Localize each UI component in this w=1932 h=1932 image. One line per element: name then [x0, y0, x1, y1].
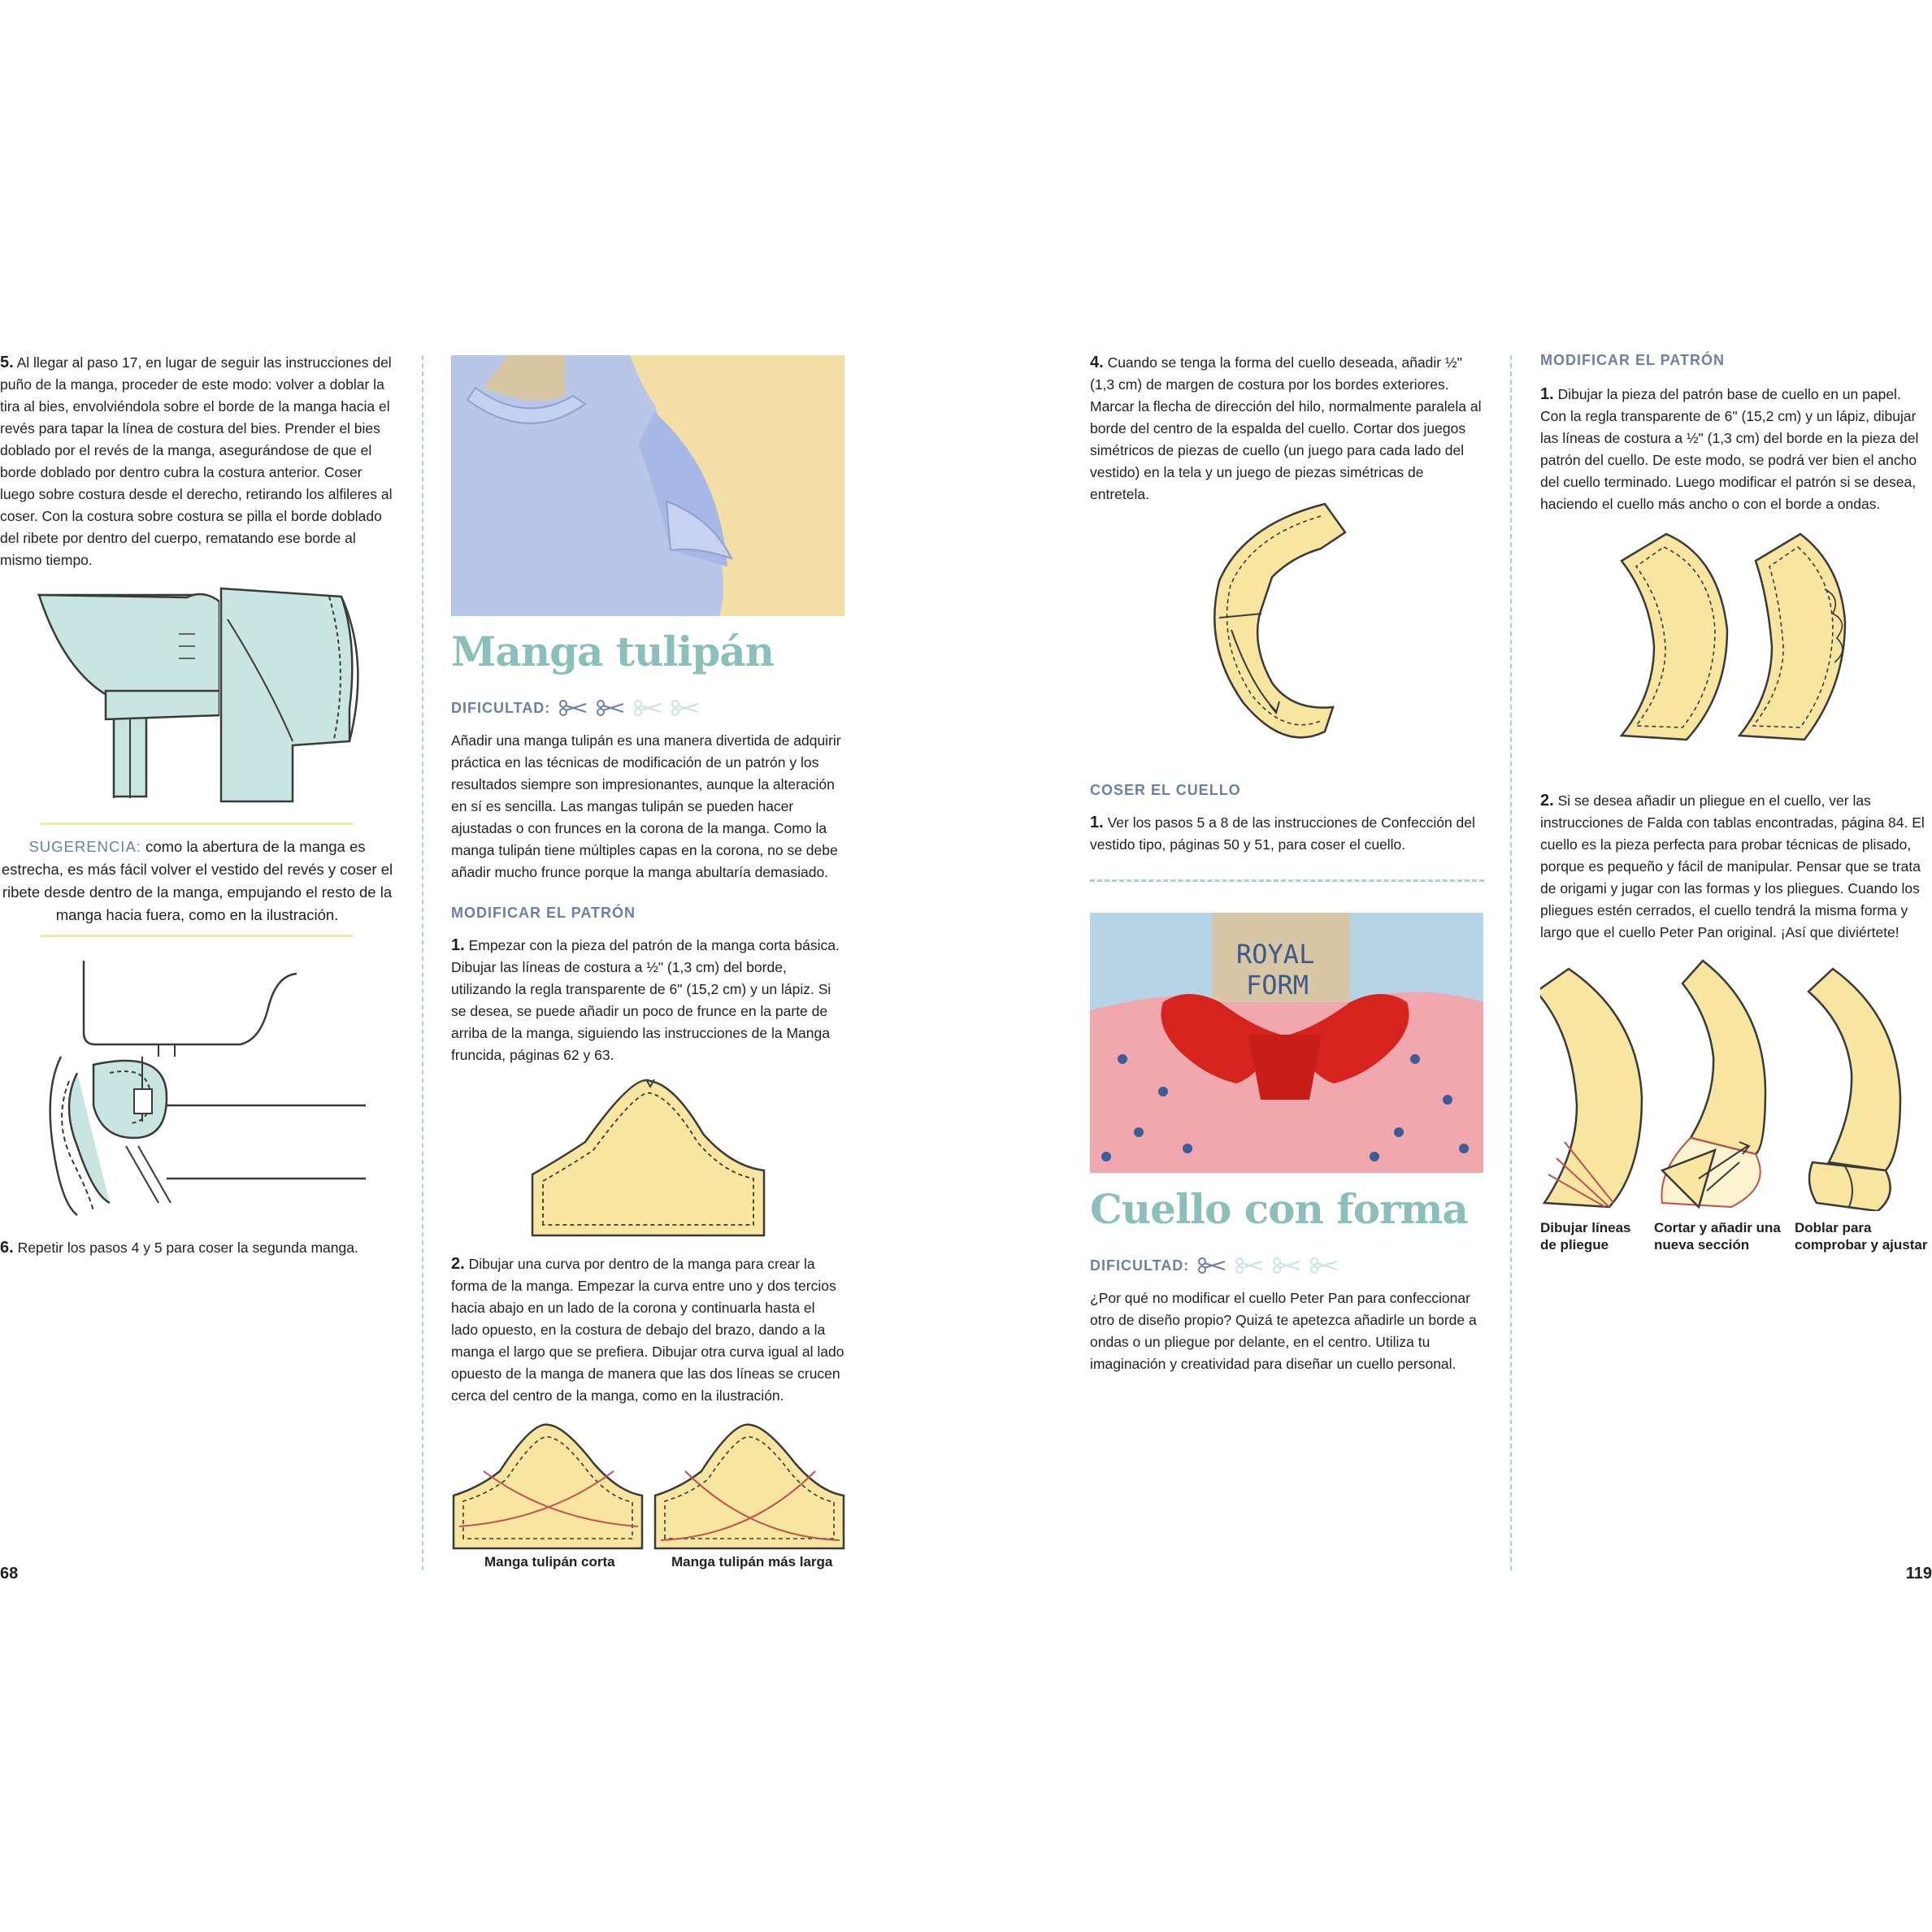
coser-cuello-subhead	[1090, 782, 1241, 799]
subhead-coser-cuello: COSER EL CUELLO	[1090, 782, 1241, 798]
manga-intro-text: Añadir una manga tulipán es una manera divertida de adquirir práctica en las técnicas de modificación de un patrón y los resultados siempre son impresionantes, aunque la alteración en sí es sencilla. Las mangas tulipán se pueden hacer ajustadas o con frunces en la corona de la manga. Como la manga tulipán tiene múltiples capas en la corona, no se debe añadir mucho frunce porque la manga abultaría demasiado.	[451, 732, 841, 880]
caption-tulip-long: Manga tulipán más larga	[671, 1554, 833, 1569]
sleeve-pattern-illustration	[528, 1077, 772, 1240]
section-title-cuello: Cuello con forma	[1090, 1185, 1468, 1233]
caption-pleat-lines: Dibujar líneas de pliegue	[1540, 1220, 1631, 1253]
collar-pattern-svg	[1211, 500, 1357, 752]
sewing-machine-svg	[45, 959, 370, 1219]
pleat-fold-svg	[1796, 967, 1918, 1211]
pleat-cut-illustration	[1658, 959, 1772, 1211]
subhead-modificar-patron-2: MODIFICAR EL PATRÓN	[1540, 352, 1725, 368]
coser-step-1-text: Ver los pasos 5 a 8 de las instrucciones de Confección del vestido tipo, páginas 50 y 51, para coser el cuello.	[1090, 814, 1475, 853]
coser-step-1-number: 1.	[1090, 814, 1104, 831]
col4-step-1-text: Dibujar la pieza del patrón base de cuello en un papel. Con la regla transparente de 6" (15,2 cm) y un lápiz, dibujar las líneas de costura a ½" (1,3 cm) del borde en la pieza del patrón del cuello. De este modo, se podrá ver bien el ancho del cuello terminado. Luego modificar el patrón si se desea, haciendo el cuello más ancho o con el borde a ondas.	[1540, 386, 1919, 512]
sleeve-right-svg	[219, 587, 374, 803]
collar-pattern-illustration	[1211, 500, 1357, 752]
manga-step-1-text: Empezar con la pieza del patrón de la manga corta básica. Dibujar las líneas de costura a ½" (1,3 cm) del borde, utilizando la regla transparente de 6" (15,2 cm) y un lápiz. Si se desea, se puede añadir un poco de frunce en la parte de arriba de la manga, siguiendo las instrucciones de la Manga fruncida, páginas 62 y 63.	[451, 937, 840, 1063]
difficulty-rating-cuello	[1090, 1257, 1339, 1274]
tip-bottom-rule	[41, 935, 354, 937]
collar-widths-illustration	[1597, 532, 1857, 744]
section-title: Manga tulipán	[451, 627, 775, 675]
difficulty-label-cuello: DIFICULTAD:	[1090, 1257, 1190, 1274]
manga-step-1	[451, 935, 845, 1066]
scissors-icon-faded	[1309, 1257, 1339, 1274]
left-page-number: 68	[0, 1565, 19, 1583]
tip-top-rule	[41, 823, 354, 825]
tulip-short-svg	[451, 1422, 646, 1552]
scissors-icon-faded	[1235, 1257, 1264, 1274]
cuello-intro	[1090, 1287, 1484, 1375]
manga-step-2-text: Dibujar una curva por dentro de la manga para crear la forma de la manga. Empezar la curva entre uno y dos tercios hacia abajo en un lado de la corona y continuarla hasta el lado opuesto, en la costura de debajo del brazo, dando a la manga el largo que se prefiera. Dibujar otra curva igual al lado opuesto de la manga de manera que las dos líneas se crucen cerca del centro de la manga, como en la ilustración.	[451, 1256, 844, 1404]
horizontal-divider	[1090, 879, 1484, 882]
col4-step-1	[1540, 384, 1922, 515]
tulip-sleeve-short-illustration	[451, 1422, 646, 1552]
collar-step-4-text: Cuando se tenga la forma del cuello deseada, añadir ½" (1,3 cm) de margen de costura por los bordes exteriores. Marcar la flecha de dirección del hilo, normalmente paralela al borde del centro de la espalda del cuello. Cortar dos juegos simétricos de piezas de cuello (un juego para cada lado del vestido) en la tela y un juego de piezas simétricas de entretela.	[1090, 354, 1482, 502]
pleat-lines-illustration	[1540, 967, 1654, 1211]
sleeve-photo-svg	[451, 355, 844, 616]
manga-step-2	[451, 1253, 845, 1407]
tulip-sleeve-long-illustration	[653, 1422, 848, 1552]
tip-body: como la abertura de la manga es estrecha, es más fácil volver el vestido del revés y coser el ribete desde dentro de la manga, empujando el resto de la manga hacia fuera, como en la ilustración.	[1, 838, 393, 923]
column-divider-1	[422, 355, 423, 1570]
manga-intro	[451, 730, 845, 884]
col4-subhead	[1540, 352, 1725, 369]
collar-photo	[1090, 913, 1483, 1173]
collar-step-4	[1090, 352, 1484, 506]
caption-tulip-short: Manga tulipán corta	[484, 1554, 615, 1569]
step-6	[0, 1237, 394, 1259]
step-5	[0, 352, 394, 571]
pleat-cut-svg	[1658, 959, 1772, 1211]
manga-subhead	[451, 905, 636, 922]
pleat-fold-illustration	[1796, 967, 1918, 1211]
subhead-modificar-patron: MODIFICAR EL PATRÓN	[451, 905, 636, 921]
column-divider-2	[1510, 355, 1512, 1570]
caption-pleat-cut: Cortar y añadir una nueva sección	[1654, 1220, 1781, 1253]
tulip-long-svg	[653, 1422, 848, 1552]
sewing-machine-illustration	[45, 959, 370, 1219]
coser-step-1	[1090, 812, 1484, 856]
scissors-icon	[1197, 1257, 1226, 1274]
caption-pleat-fold: Doblar para comprobar y ajustar	[1795, 1220, 1928, 1253]
column-1	[0, 352, 394, 571]
collar-step-4-number: 4.	[1090, 354, 1104, 371]
cuello-intro-text: ¿Por qué no modificar el cuello Peter Pan para confeccionar otro de diseño propio? Quizá te apetezca añadirle un borde a ondas o un pliegue por delante, en el centro. Utiliza tu imaginación y creatividad para diseñar un cuello personal.	[1090, 1290, 1477, 1372]
difficulty-label: DIFICULTAD:	[451, 699, 551, 716]
step-6-text: Repetir los pasos 4 y 5 para coser la segunda manga.	[17, 1240, 358, 1256]
title-cuello-con-forma	[1090, 1185, 1468, 1233]
tip-label: SUGERENCIA:	[28, 838, 141, 855]
tip-text	[0, 836, 394, 927]
scissors-icon-faded	[1272, 1257, 1301, 1274]
sleeve-pattern-svg	[528, 1077, 772, 1240]
tip-box	[41, 823, 354, 836]
scissors-icon-faded	[633, 699, 662, 717]
pleat-lines-svg	[1540, 967, 1654, 1211]
step-5-number: 5.	[0, 354, 14, 371]
step-5-text: Al llegar al paso 17, en lugar de seguir las instrucciones del puño de la manga, proceder de este modo: volver a doblar la tira al bies, envolviéndola sobre el borde de la manga hacia el revés para tapar la línea de costura del bies. Prender el bies doblado por el revés de la manga, asegurándose de que el borde doblado por dentro cubra la costura anterior. Coser luego sobre costura desde el derecho, retirando los alfileres al coser. Con la costura sobre costura se pilla el borde doblado del ribete por dentro del cuerpo, rematando ese borde al mismo tiempo.	[0, 354, 393, 568]
sleeve-photo	[451, 355, 844, 616]
photo-text-form: FORM	[1246, 970, 1309, 1001]
scissors-icon	[596, 699, 625, 717]
col4-step-2-text: Si se desea añadir un pliegue en el cuello, ver las instrucciones de Falda con tablas encontradas, página 84. El cuello es la pieza perfecta para probar técnicas de plisado, porque es pequeño y fácil de manipular. Pensar que se trata de origami y jugar con las formas y los pliegues. Cuando los pliegues estén cerrados, el cuello tendrá la misma forma y largo que el cuello Peter Pan original. ¡Así que diviértete!	[1540, 792, 1925, 940]
photo-text-royal: ROYAL	[1236, 939, 1315, 970]
manga-step-1-number: 1.	[451, 936, 465, 954]
col4-step-2-number: 2.	[1540, 792, 1554, 810]
sleeve-binding-illustration-right	[219, 587, 374, 803]
scissors-icon	[558, 699, 588, 717]
manga-step-2-number: 2.	[451, 1255, 465, 1273]
col4-step-2	[1540, 790, 1926, 944]
scissors-icon-faded	[671, 699, 700, 717]
right-page-number: 119	[1905, 1565, 1932, 1583]
col4-step-1-number: 1.	[1540, 385, 1554, 403]
title-manga-tulipan	[451, 627, 774, 675]
collar-widths-svg	[1597, 532, 1857, 744]
difficulty-rating	[451, 699, 700, 717]
step-6-number: 6.	[0, 1239, 14, 1257]
collar-photo-svg	[1090, 913, 1483, 1173]
